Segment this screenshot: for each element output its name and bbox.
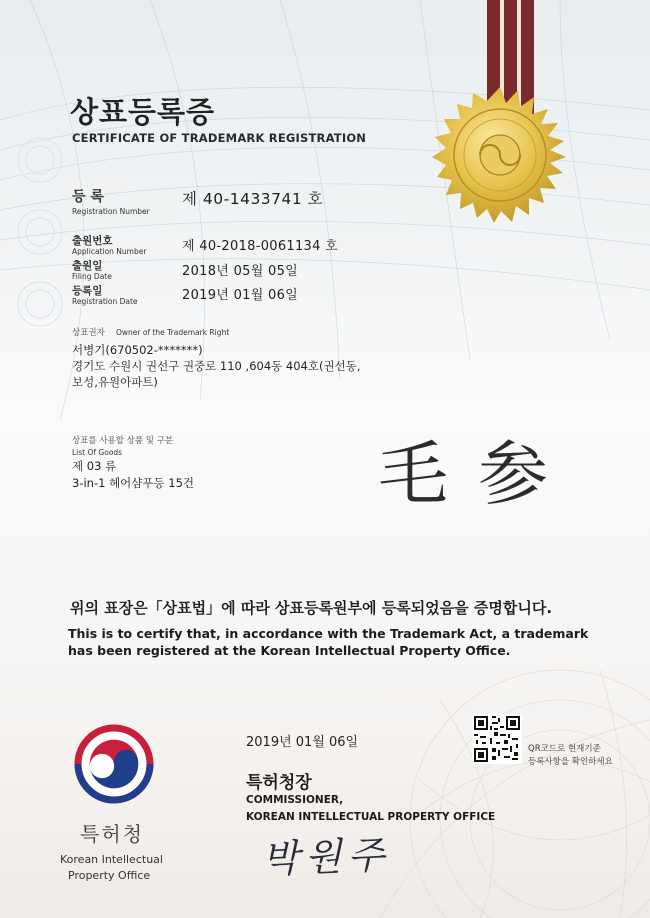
goods-label-en: List Of Goods xyxy=(72,448,123,457)
registration-label-en: Registration Number xyxy=(72,207,150,216)
kipo-name-en-line2: Property Office xyxy=(68,869,151,882)
application-number: 제 40-2018-0061134 호 xyxy=(182,239,338,254)
owner-label-ko: 상표권자 xyxy=(72,328,105,338)
filing-date: 2018년 05월 05일 xyxy=(182,264,299,279)
registration-date-label-en: Registration Date xyxy=(72,297,138,306)
statement-en-line2: has been registered at the Korean Intellectual Property Office. xyxy=(68,643,511,658)
kipo-name-en-line1: Korean Intellectual xyxy=(60,853,163,866)
commissioner-signature: 박원주 xyxy=(261,832,391,882)
gold-seal-icon xyxy=(430,85,570,225)
owner-address-line2: 보성,유원아파트) xyxy=(72,375,158,389)
goods-label-ko: 상표를 사용할 상품 및 구분 xyxy=(72,436,174,446)
commissioner-title-en-line2: KOREAN INTELLECTUAL PROPERTY OFFICE xyxy=(246,811,496,823)
registration-number: 제 40-1433741 호 xyxy=(182,190,324,208)
qr-code-icon xyxy=(472,714,522,764)
registration-label-ko: 등 록 xyxy=(72,189,104,205)
qr-instruction-line1: QR코드로 현재기준 xyxy=(528,744,601,754)
trademark-mark: 毛参 xyxy=(378,433,578,515)
owner-name: 서병기(670502-*******) xyxy=(72,343,203,357)
application-label-ko: 출원번호 xyxy=(72,235,113,247)
application-label-en: Application Number xyxy=(72,247,147,256)
kipo-name-ko: 특허청 xyxy=(80,822,144,846)
certificate-title-ko: 상표등록증 xyxy=(70,95,216,129)
qr-instruction-line2: 등록사항을 확인하세요 xyxy=(528,757,613,767)
commissioner-title-en-line1: COMMISSIONER, xyxy=(246,794,344,806)
goods-items: 3-in-1 헤어샴푸등 15건 xyxy=(72,476,195,490)
registration-date-label-ko: 등록일 xyxy=(72,285,103,297)
owner-label-en: Owner of the Trademark Right xyxy=(116,328,230,337)
issue-date: 2019년 01월 06일 xyxy=(246,735,359,750)
certificate-title-en: CERTIFICATE OF TRADEMARK REGISTRATION xyxy=(72,131,367,145)
commissioner-title-ko: 특허청장 xyxy=(246,773,312,793)
filing-label-en: Filing Date xyxy=(72,272,112,281)
owner-address-line1: 경기도 수원시 권선구 권중로 110 ,604동 404호(권선동, xyxy=(72,359,361,373)
statement-en-line1: This is to certify that, in accordance with the Trademark Act, a trademark xyxy=(68,626,589,641)
registration-date: 2019년 01월 06일 xyxy=(182,288,299,303)
statement-ko: 위의 표장은「상표법」에 따라 상표등록원부에 등록되었음을 증명합니다. xyxy=(70,599,553,617)
filing-label-ko: 출원일 xyxy=(72,260,103,272)
kipo-taeguk-logo-icon xyxy=(74,724,154,804)
goods-class: 제 03 류 xyxy=(72,459,117,473)
